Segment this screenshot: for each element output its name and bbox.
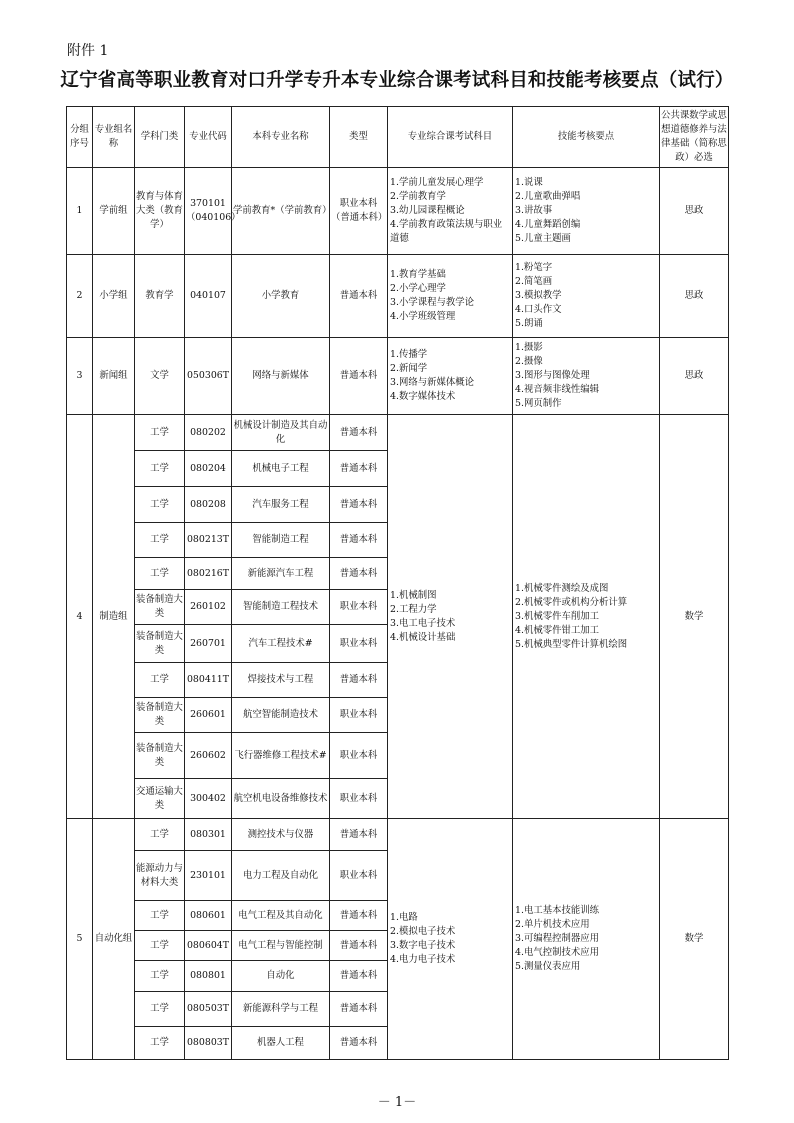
exam-subject-item: 4.小学班级管理 bbox=[390, 311, 456, 322]
exam-subject-item: 3.幼儿园课程概论 bbox=[390, 205, 465, 216]
skill-point-item: 4.视音频非线性编辑 bbox=[515, 384, 599, 395]
attachment-label: 附件 1 bbox=[67, 43, 109, 59]
table-row bbox=[67, 415, 729, 451]
category-cell: 工学 bbox=[135, 663, 185, 698]
header-cell: 专业代码 bbox=[185, 107, 232, 168]
category-cell: 装备制造大类 bbox=[135, 698, 185, 733]
public-course-cell: 思政 bbox=[660, 168, 729, 255]
exam-subjects-cell bbox=[388, 255, 513, 338]
exam-subject-item: 3.小学课程与教学论 bbox=[390, 297, 474, 308]
major-name-cell: 新能源汽车工程 bbox=[232, 558, 330, 590]
skill-points-cell bbox=[513, 415, 660, 819]
major-name-cell: 机械电子工程 bbox=[232, 451, 330, 487]
major-code-cell: 230101 bbox=[185, 851, 232, 901]
skill-point-item: 3.可编程控制器应用 bbox=[515, 933, 599, 944]
header-cell: 本科专业名称 bbox=[232, 107, 330, 168]
major-name-cell: 学前教育*（学前教育） bbox=[232, 168, 330, 255]
exam-subjects-cell bbox=[388, 168, 513, 255]
skill-point-item: 2.儿童歌曲弹唱 bbox=[515, 191, 581, 202]
major-name-cell: 电气工程及其自动化 bbox=[232, 901, 330, 931]
type-cell: 普通本科 bbox=[330, 663, 388, 698]
type-cell: 职业本科 bbox=[330, 851, 388, 901]
category-cell: 工学 bbox=[135, 487, 185, 523]
group-name-cell: 学前组 bbox=[93, 168, 135, 255]
category-cell: 工学 bbox=[135, 1027, 185, 1060]
skill-point-item: 4.口头作文 bbox=[515, 304, 562, 315]
skill-points-cell bbox=[513, 819, 660, 1060]
exam-subject-item: 3.数字电子技术 bbox=[390, 940, 456, 951]
type-cell: 普通本科 bbox=[330, 558, 388, 590]
type-cell: 普通本科 bbox=[330, 338, 388, 415]
major-code-cell: 300402 bbox=[185, 779, 232, 819]
category-cell: 装备制造大类 bbox=[135, 590, 185, 625]
major-code-cell: 040107 bbox=[185, 255, 232, 338]
major-code-cell: 080213T bbox=[185, 523, 232, 558]
exam-subject-item: 1.传播学 bbox=[390, 349, 428, 360]
category-cell: 工学 bbox=[135, 558, 185, 590]
public-course-cell: 数学 bbox=[660, 819, 729, 1060]
type-cell: 普通本科 bbox=[330, 961, 388, 992]
major-name-cell: 智能制造工程技术 bbox=[232, 590, 330, 625]
skill-points-cell bbox=[513, 255, 660, 338]
major-name-cell: 汽车工程技术# bbox=[232, 625, 330, 663]
major-code-cell: 260602 bbox=[185, 733, 232, 779]
skill-point-item: 1.说课 bbox=[515, 177, 543, 188]
type-cell: 职业本科 bbox=[330, 698, 388, 733]
exam-subject-item: 3.网络与新媒体概论 bbox=[390, 377, 474, 388]
skill-point-item: 2.单片机技术应用 bbox=[515, 919, 590, 930]
header-cell: 专业组名称 bbox=[93, 107, 135, 168]
category-cell: 装备制造大类 bbox=[135, 733, 185, 779]
major-code-cell: 080411T bbox=[185, 663, 232, 698]
major-name-cell: 新能源科学与工程 bbox=[232, 992, 330, 1027]
skill-point-item: 2.简笔画 bbox=[515, 276, 553, 287]
category-cell: 工学 bbox=[135, 931, 185, 961]
header-cell: 分组序号 bbox=[67, 107, 93, 168]
major-code-cell: 080803T bbox=[185, 1027, 232, 1060]
skill-point-item: 3.模拟教学 bbox=[515, 290, 562, 301]
group-number-cell: 5 bbox=[67, 819, 93, 1060]
type-cell: 职业本科 bbox=[330, 590, 388, 625]
exam-subject-item: 1.电路 bbox=[390, 912, 418, 923]
major-code-cell: 370101（040106） bbox=[185, 168, 232, 255]
major-name-cell: 小学教育 bbox=[232, 255, 330, 338]
category-cell: 文学 bbox=[135, 338, 185, 415]
exam-subject-item: 1.教育学基础 bbox=[390, 269, 446, 280]
major-name-cell: 汽车服务工程 bbox=[232, 487, 330, 523]
major-name-cell: 机器人工程 bbox=[232, 1027, 330, 1060]
category-cell: 工学 bbox=[135, 992, 185, 1027]
group-name-cell: 小学组 bbox=[93, 255, 135, 338]
page-number: － 1－ bbox=[377, 1095, 417, 1110]
category-cell: 工学 bbox=[135, 819, 185, 851]
table-row bbox=[67, 819, 729, 851]
exam-subject-item: 4.电力电子技术 bbox=[390, 954, 456, 965]
major-code-cell: 080503T bbox=[185, 992, 232, 1027]
category-cell: 工学 bbox=[135, 415, 185, 451]
table-body bbox=[67, 107, 729, 1060]
major-name-cell: 网络与新媒体 bbox=[232, 338, 330, 415]
skill-point-item: 4.机械零件钳工加工 bbox=[515, 624, 599, 636]
type-cell: 职业本科 bbox=[330, 779, 388, 819]
major-code-cell: 080208 bbox=[185, 487, 232, 523]
group-number-cell: 2 bbox=[67, 255, 93, 338]
skill-point-item: 2.机械零件或机构分析计算 bbox=[515, 596, 628, 608]
major-code-cell: 050306T bbox=[185, 338, 232, 415]
group-name-cell: 制造组 bbox=[93, 415, 135, 819]
skill-point-item: 4.电气控制技术应用 bbox=[515, 947, 599, 958]
skill-point-item: 4.儿童舞蹈创编 bbox=[515, 219, 581, 230]
skill-point-item: 1.摄影 bbox=[515, 342, 543, 353]
public-course-cell: 思政 bbox=[660, 338, 729, 415]
category-cell: 能源动力与材料大类 bbox=[135, 851, 185, 901]
category-cell: 工学 bbox=[135, 901, 185, 931]
type-cell: 普通本科 bbox=[330, 487, 388, 523]
major-name-cell: 航空机电设备维修技术 bbox=[232, 779, 330, 819]
type-cell: 普通本科 bbox=[330, 255, 388, 338]
category-cell: 工学 bbox=[135, 961, 185, 992]
exam-subject-item: 2.新闻学 bbox=[390, 363, 428, 374]
type-cell: 职业本科 bbox=[330, 733, 388, 779]
header-cell: 类型 bbox=[330, 107, 388, 168]
major-name-cell: 电力工程及自动化 bbox=[232, 851, 330, 901]
major-name-cell: 测控技术与仪器 bbox=[232, 819, 330, 851]
type-cell: 普通本科 bbox=[330, 819, 388, 851]
type-cell: 职业本科（普通本科） bbox=[330, 168, 388, 255]
major-code-cell: 080202 bbox=[185, 415, 232, 451]
major-code-cell: 260701 bbox=[185, 625, 232, 663]
exam-subjects-cell bbox=[388, 819, 513, 1060]
exam-subject-item: 2.小学心理学 bbox=[390, 283, 446, 294]
group-name-cell: 新闻组 bbox=[93, 338, 135, 415]
major-code-cell: 260601 bbox=[185, 698, 232, 733]
category-cell: 工学 bbox=[135, 523, 185, 558]
public-course-cell: 数学 bbox=[660, 415, 729, 819]
type-cell: 普通本科 bbox=[330, 931, 388, 961]
exam-table bbox=[66, 106, 729, 1060]
skill-point-item: 1.粉笔字 bbox=[515, 262, 553, 273]
major-code-cell: 080216T bbox=[185, 558, 232, 590]
major-name-cell: 机械设计制造及其自动化 bbox=[232, 415, 330, 451]
type-cell: 普通本科 bbox=[330, 523, 388, 558]
skill-point-item: 5.网页制作 bbox=[515, 398, 562, 409]
header-row bbox=[67, 107, 729, 168]
type-cell: 普通本科 bbox=[330, 992, 388, 1027]
skill-points-cell bbox=[513, 168, 660, 255]
type-cell: 普通本科 bbox=[330, 451, 388, 487]
header-cell: 专业综合课考试科目 bbox=[388, 107, 513, 168]
exam-subject-item: 2.模拟电子技术 bbox=[390, 926, 456, 937]
skill-points-cell bbox=[513, 338, 660, 415]
group-number-cell: 1 bbox=[67, 168, 93, 255]
type-cell: 职业本科 bbox=[330, 625, 388, 663]
skill-point-item: 3.图形与图像处理 bbox=[515, 370, 590, 381]
category-cell: 交通运输大类 bbox=[135, 779, 185, 819]
exam-subject-item: 3.电工电子技术 bbox=[390, 617, 456, 629]
table-row bbox=[67, 168, 729, 255]
header-cell: 公共课数学或思想道德修养与法律基础（简称思政）必选 bbox=[660, 107, 729, 168]
skill-point-item: 5.测量仪表应用 bbox=[515, 961, 581, 972]
skill-point-item: 3.讲故事 bbox=[515, 205, 553, 216]
major-code-cell: 080604T bbox=[185, 931, 232, 961]
major-code-cell: 080301 bbox=[185, 819, 232, 851]
header-cell: 技能考核要点 bbox=[513, 107, 660, 168]
document-title: 辽宁省高等职业教育对口升学专升本专业综合课考试科目和技能考核要点（试行） bbox=[60, 70, 734, 91]
group-name-cell: 自动化组 bbox=[93, 819, 135, 1060]
major-name-cell: 飞行器维修工程技术# bbox=[232, 733, 330, 779]
skill-point-item: 2.摄像 bbox=[515, 356, 543, 367]
public-course-cell: 思政 bbox=[660, 255, 729, 338]
exam-subject-item: 1.学前儿童发展心理学 bbox=[390, 177, 484, 188]
exam-subjects-cell bbox=[388, 415, 513, 819]
exam-subject-item: 2.学前教育学 bbox=[390, 191, 446, 202]
table-row bbox=[67, 255, 729, 338]
exam-subject-item: 2.工程力学 bbox=[390, 603, 437, 615]
skill-point-item: 5.朗诵 bbox=[515, 318, 543, 329]
exam-subject-item: 4.数字媒体技术 bbox=[390, 391, 456, 402]
major-name-cell: 智能制造工程 bbox=[232, 523, 330, 558]
skill-point-item: 3.机械零件车削加工 bbox=[515, 610, 599, 622]
type-cell: 普通本科 bbox=[330, 415, 388, 451]
group-number-cell: 3 bbox=[67, 338, 93, 415]
header-cell: 学科门类 bbox=[135, 107, 185, 168]
skill-point-item: 1.电工基本技能训练 bbox=[515, 905, 599, 916]
major-name-cell: 航空智能制造技术 bbox=[232, 698, 330, 733]
group-number-cell: 4 bbox=[67, 415, 93, 819]
skill-point-item: 1.机械零件测绘及成图 bbox=[515, 582, 609, 594]
major-code-cell: 080204 bbox=[185, 451, 232, 487]
major-code-cell: 080801 bbox=[185, 961, 232, 992]
major-code-cell: 260102 bbox=[185, 590, 232, 625]
category-cell: 教育学 bbox=[135, 255, 185, 338]
type-cell: 普通本科 bbox=[330, 1027, 388, 1060]
skill-point-item: 5.机械典型零件计算机绘图 bbox=[515, 638, 628, 650]
exam-subject-item: 4.机械设计基础 bbox=[390, 631, 456, 643]
skill-point-item: 5.儿童主题画 bbox=[515, 233, 571, 244]
category-cell: 装备制造大类 bbox=[135, 625, 185, 663]
exam-subject-item: 1.机械制图 bbox=[390, 589, 437, 601]
type-cell: 普通本科 bbox=[330, 901, 388, 931]
major-code-cell: 080601 bbox=[185, 901, 232, 931]
exam-subjects-cell bbox=[388, 338, 513, 415]
exam-subject-item: 4.学前教育政策法规与职业道德 bbox=[390, 219, 503, 244]
major-name-cell: 电气工程与智能控制 bbox=[232, 931, 330, 961]
major-name-cell: 焊接技术与工程 bbox=[232, 663, 330, 698]
table-row bbox=[67, 338, 729, 415]
category-cell: 工学 bbox=[135, 451, 185, 487]
category-cell: 教育与体育大类（教育学） bbox=[135, 168, 185, 255]
major-name-cell: 自动化 bbox=[232, 961, 330, 992]
